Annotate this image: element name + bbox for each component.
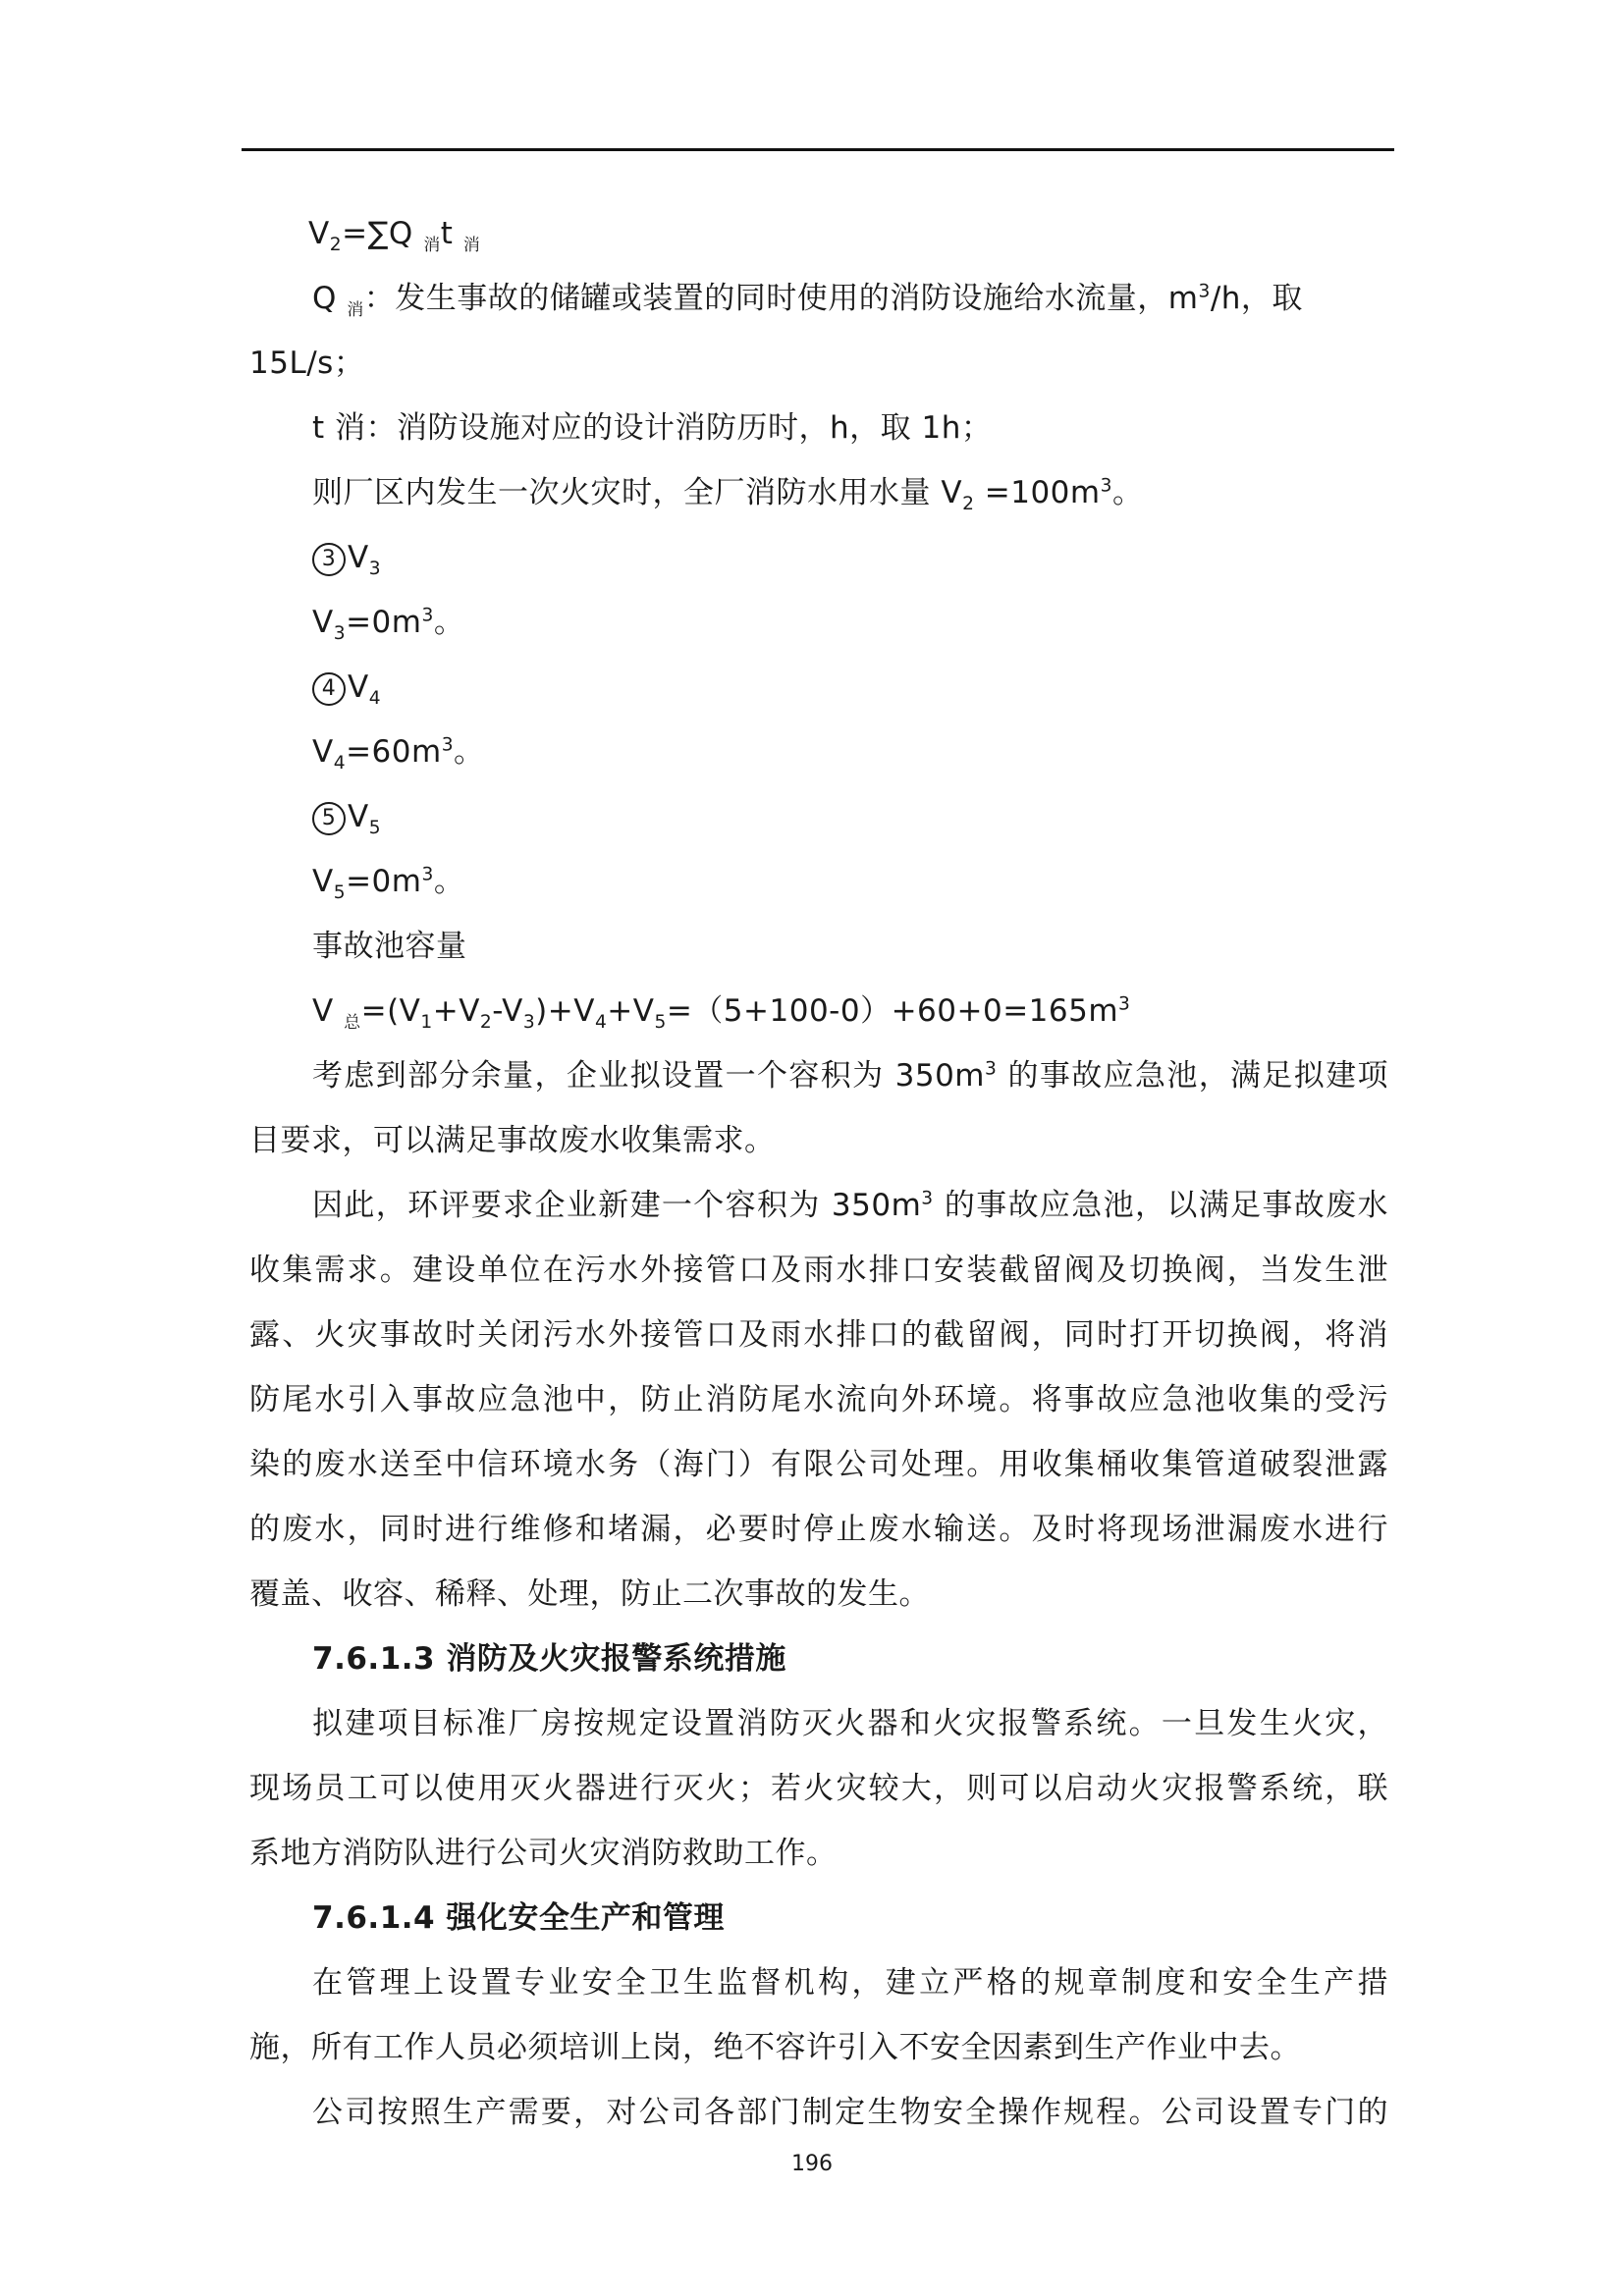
paragraph-2-line-2: 收集需求。建设单位在污水外接管口及雨水排口安装截留阀及切换阀，当发生泄 — [249, 1253, 1388, 1288]
formula-text: )+V — [535, 993, 595, 1029]
section-heading-7-6-1-3: 7.6.1.3 消防及火灾报警系统措施 — [312, 1641, 786, 1677]
page-number: 196 — [791, 2152, 833, 2176]
superscript: 3 — [921, 1188, 934, 1209]
paragraph-2-line-6: 的废水，同时进行维修和堵漏，必要时停止废水输送。及时将现场泄漏废水进行 — [249, 1512, 1388, 1547]
definition-text: ：发生事故的储罐或装置的同时使用的消防设施给水流量，m — [363, 281, 1199, 316]
subscript: 3 — [368, 559, 382, 580]
formula-text: t — [440, 216, 463, 251]
circled-number-4: 4 — [312, 672, 346, 706]
subscript: 5 — [654, 1012, 667, 1034]
statement-text: 则厂区内发生一次火灾时，全厂消防水用水量 V — [312, 475, 963, 510]
superscript: 3 — [985, 1058, 998, 1080]
subscript: 消 — [462, 236, 481, 256]
item-text: V — [348, 669, 369, 705]
superscript: 3 — [421, 605, 434, 626]
paragraph-text: 考虑到部分余量，企业拟设置一个容积为 350m — [312, 1058, 985, 1094]
subscript: 消 — [423, 236, 441, 256]
formula-text: V — [312, 993, 345, 1029]
v3-value — [249, 590, 1388, 655]
subscript: 3 — [333, 623, 347, 645]
paragraph-2-line-4: 防尾水引入事故应急池中，防止消防尾水流向外环境。将事故应急池收集的受污 — [249, 1382, 1388, 1417]
paragraph-4-line-2: 施，所有工作人员必须培训上岗，绝不容许引入不安全因素到生产作业中去。 — [249, 2030, 1301, 2065]
paragraph-2-line-3: 露、火灾事故时关闭污水外接管口及雨水排口的截留阀，同时打开切换阀，将消 — [249, 1317, 1388, 1353]
paragraph-4-line-1: 在管理上设置专业安全卫生监督机构，建立严格的规章制度和安全生产措 — [312, 1965, 1388, 2001]
paragraph-1-line-2: 目要求，可以满足事故废水收集需求。 — [249, 1123, 776, 1158]
circled-number-5: 5 — [312, 802, 346, 835]
superscript: 3 — [1118, 993, 1131, 1015]
item-4-heading — [249, 655, 1388, 720]
formula-text: -V — [492, 993, 523, 1029]
paragraph-2-line-1 — [249, 1173, 1388, 1238]
value-text: V — [312, 605, 334, 640]
v5-value — [249, 849, 1388, 914]
paragraph-3-line-3: 系地方消防队进行公司火灾消防救助工作。 — [249, 1836, 838, 1871]
superscript: 3 — [441, 734, 455, 756]
paragraph-text: 的事故应急池，满足拟建项 — [997, 1058, 1388, 1094]
superscript: 3 — [1198, 281, 1211, 302]
subscript: 消 — [347, 300, 364, 321]
subscript: 3 — [522, 1012, 536, 1034]
circled-number-3: 3 — [312, 543, 346, 576]
subscript: 2 — [329, 235, 343, 256]
paragraph-5-line-1: 公司按照生产需要，对公司各部门制定生物安全操作规程。公司设置专门的 — [312, 2095, 1388, 2130]
formula-text: V — [308, 216, 330, 251]
formula-v2 — [249, 201, 1388, 266]
subscript: 2 — [962, 494, 975, 515]
fire-water-statement — [249, 460, 1388, 525]
paragraph-text: 因此，环评要求企业新建一个容积为 350m — [312, 1188, 922, 1223]
value-text: V — [312, 734, 334, 770]
definition-t: t 消：消防设施对应的设计消防历时，h，取 1h； — [312, 410, 993, 446]
definition-text: Q — [312, 281, 348, 316]
value-text: 。 — [454, 734, 485, 770]
subscript: 4 — [368, 688, 382, 710]
formula-text: =（5+100-0）+60+0=165m — [666, 993, 1119, 1029]
value-text: =0m — [346, 864, 422, 899]
value-text: =0m — [346, 605, 422, 640]
formula-text: =∑Q — [342, 216, 424, 251]
paragraph-text: 的事故应急池，以满足事故废水 — [933, 1188, 1388, 1223]
subscript: 1 — [420, 1012, 433, 1034]
subscript: 5 — [368, 818, 382, 839]
definition-text: /h，取 — [1210, 281, 1303, 316]
total-formula — [249, 979, 1388, 1043]
definition-q-continued: 15L/s； — [249, 346, 365, 381]
item-5-heading — [249, 784, 1388, 849]
statement-text: 。 — [1111, 475, 1144, 510]
subscript: 4 — [594, 1012, 608, 1034]
definition-q — [249, 266, 1388, 331]
value-text: V — [312, 864, 334, 899]
formula-text: +V — [607, 993, 655, 1029]
header-rule — [242, 148, 1394, 151]
v4-value — [249, 720, 1388, 784]
subscript: 4 — [333, 753, 347, 774]
page-body — [249, 201, 1388, 2145]
value-text: 。 — [433, 864, 465, 899]
subscript: 5 — [333, 882, 347, 904]
section-heading-7-6-1-4: 7.6.1.4 强化安全生产和管理 — [312, 1900, 725, 1936]
superscript: 3 — [421, 864, 434, 885]
paragraph-2-line-5: 染的废水送至中信环境水务（海门）有限公司处理。用收集桶收集管道破裂泄露 — [249, 1447, 1388, 1482]
item-3-heading — [249, 525, 1388, 590]
paragraph-3-line-1: 拟建项目标准厂房按规定设置消防灭火器和火灾报警系统。一旦发生火灾， — [312, 1706, 1388, 1741]
paragraph-1-line-1 — [249, 1043, 1388, 1108]
formula-text: =(V — [360, 993, 421, 1029]
formula-text: +V — [432, 993, 480, 1029]
superscript: 3 — [1100, 475, 1112, 497]
paragraph-3-line-2: 现场员工可以使用灭火器进行灭火；若火灾较大，则可以启动火灾报警系统，联 — [249, 1771, 1388, 1806]
value-text: 。 — [433, 605, 465, 640]
value-text: =60m — [346, 734, 442, 770]
item-text: V — [348, 540, 369, 575]
item-text: V — [348, 799, 369, 834]
pool-capacity-label: 事故池容量 — [312, 929, 467, 964]
paragraph-2-line-7: 覆盖、收容、稀释、处理，防止二次事故的发生。 — [249, 1576, 930, 1612]
statement-text: =100m — [974, 475, 1101, 510]
subscript: 总 — [344, 1013, 361, 1034]
subscript: 2 — [479, 1012, 493, 1034]
